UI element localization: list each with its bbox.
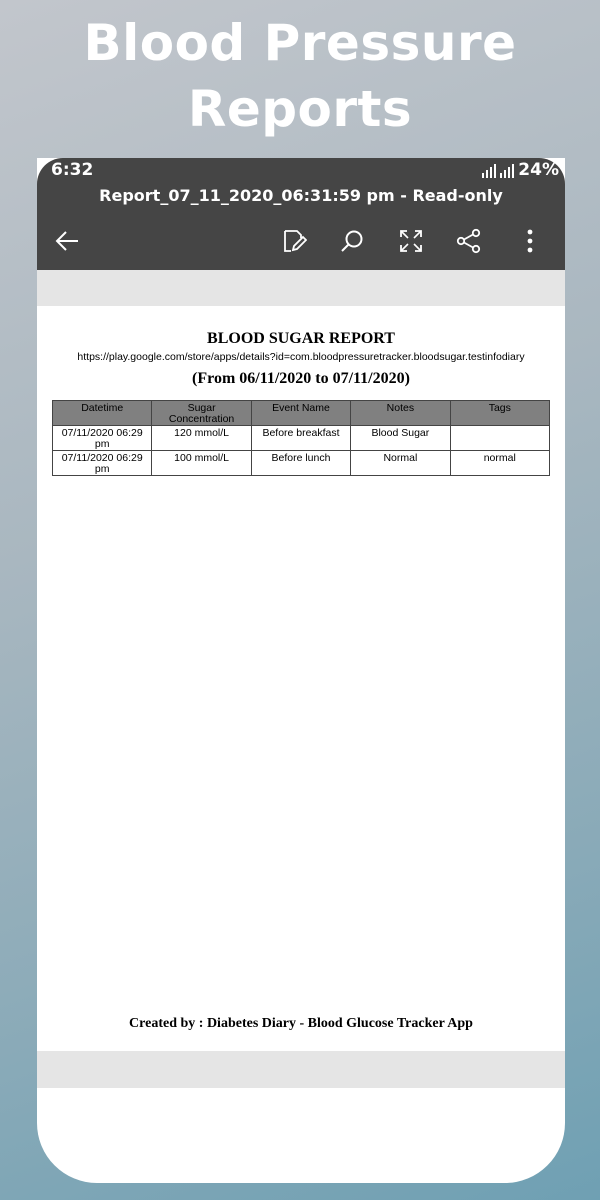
phone-screen bbox=[37, 158, 565, 1183]
status-indicators bbox=[482, 160, 559, 180]
more-options-button[interactable] bbox=[513, 224, 547, 258]
report-footer: Created by : Diabetes Diary - Blood Glucose Tracker App bbox=[129, 1016, 473, 1031]
fullscreen-button[interactable] bbox=[394, 224, 428, 258]
promo-title-line2: Reports bbox=[187, 80, 413, 138]
cell-notes: Blood Sugar bbox=[351, 426, 450, 451]
report-page[interactable] bbox=[37, 306, 565, 1051]
back-arrow-icon bbox=[54, 228, 80, 254]
search-icon bbox=[339, 228, 365, 254]
cell-datetime: 07/11/2020 06:29 pm bbox=[53, 426, 152, 451]
table-header-row bbox=[53, 401, 550, 426]
cell-event: Before lunch bbox=[251, 451, 350, 476]
promo-title-line1: Blood Pressure bbox=[83, 14, 517, 72]
column-header: Notes bbox=[351, 401, 450, 426]
page-separator-top bbox=[37, 270, 565, 306]
column-header: Event Name bbox=[251, 401, 350, 426]
share-icon bbox=[456, 228, 482, 254]
signal-icon-2 bbox=[500, 163, 514, 178]
signal-icon bbox=[482, 163, 496, 178]
report-url: https://play.google.com/store/apps/details?id=com.bloodpressuretracker.bloodsugar.testinfodiary bbox=[77, 351, 525, 363]
viewer-header bbox=[37, 158, 565, 270]
column-header: Datetime bbox=[53, 401, 152, 426]
share-button[interactable] bbox=[452, 224, 486, 258]
page-separator-bottom bbox=[37, 1051, 565, 1088]
report-table bbox=[52, 400, 550, 476]
back-button[interactable] bbox=[50, 224, 84, 258]
column-header: Sugar Concentration bbox=[152, 401, 251, 426]
table-row bbox=[53, 451, 550, 476]
report-heading: BLOOD SUGAR REPORT bbox=[207, 330, 395, 347]
table-row bbox=[53, 426, 550, 451]
report-date-range: (From 06/11/2020 to 07/11/2020) bbox=[192, 370, 410, 387]
cell-datetime: 07/11/2020 06:29 pm bbox=[53, 451, 152, 476]
search-button[interactable] bbox=[335, 224, 369, 258]
status-time: 6:32 bbox=[51, 160, 94, 180]
battery-percent: 24% bbox=[518, 160, 559, 180]
column-header: Tags bbox=[450, 401, 549, 426]
status-bar bbox=[37, 158, 565, 184]
document-title: Report_07_11_2020_06:31:59 pm - Read-only bbox=[99, 186, 503, 205]
cell-sugar: 120 mmol/L bbox=[152, 426, 251, 451]
viewer-toolbar bbox=[37, 220, 565, 260]
cell-notes: Normal bbox=[351, 451, 450, 476]
edit-button[interactable] bbox=[277, 224, 311, 258]
cell-tags: normal bbox=[450, 451, 549, 476]
edit-document-icon bbox=[281, 228, 307, 254]
promo-title bbox=[0, 10, 600, 142]
fullscreen-icon bbox=[398, 228, 424, 254]
cell-sugar: 100 mmol/L bbox=[152, 451, 251, 476]
more-options-icon bbox=[517, 228, 543, 254]
cell-event: Before breakfast bbox=[251, 426, 350, 451]
cell-tags bbox=[450, 426, 549, 451]
